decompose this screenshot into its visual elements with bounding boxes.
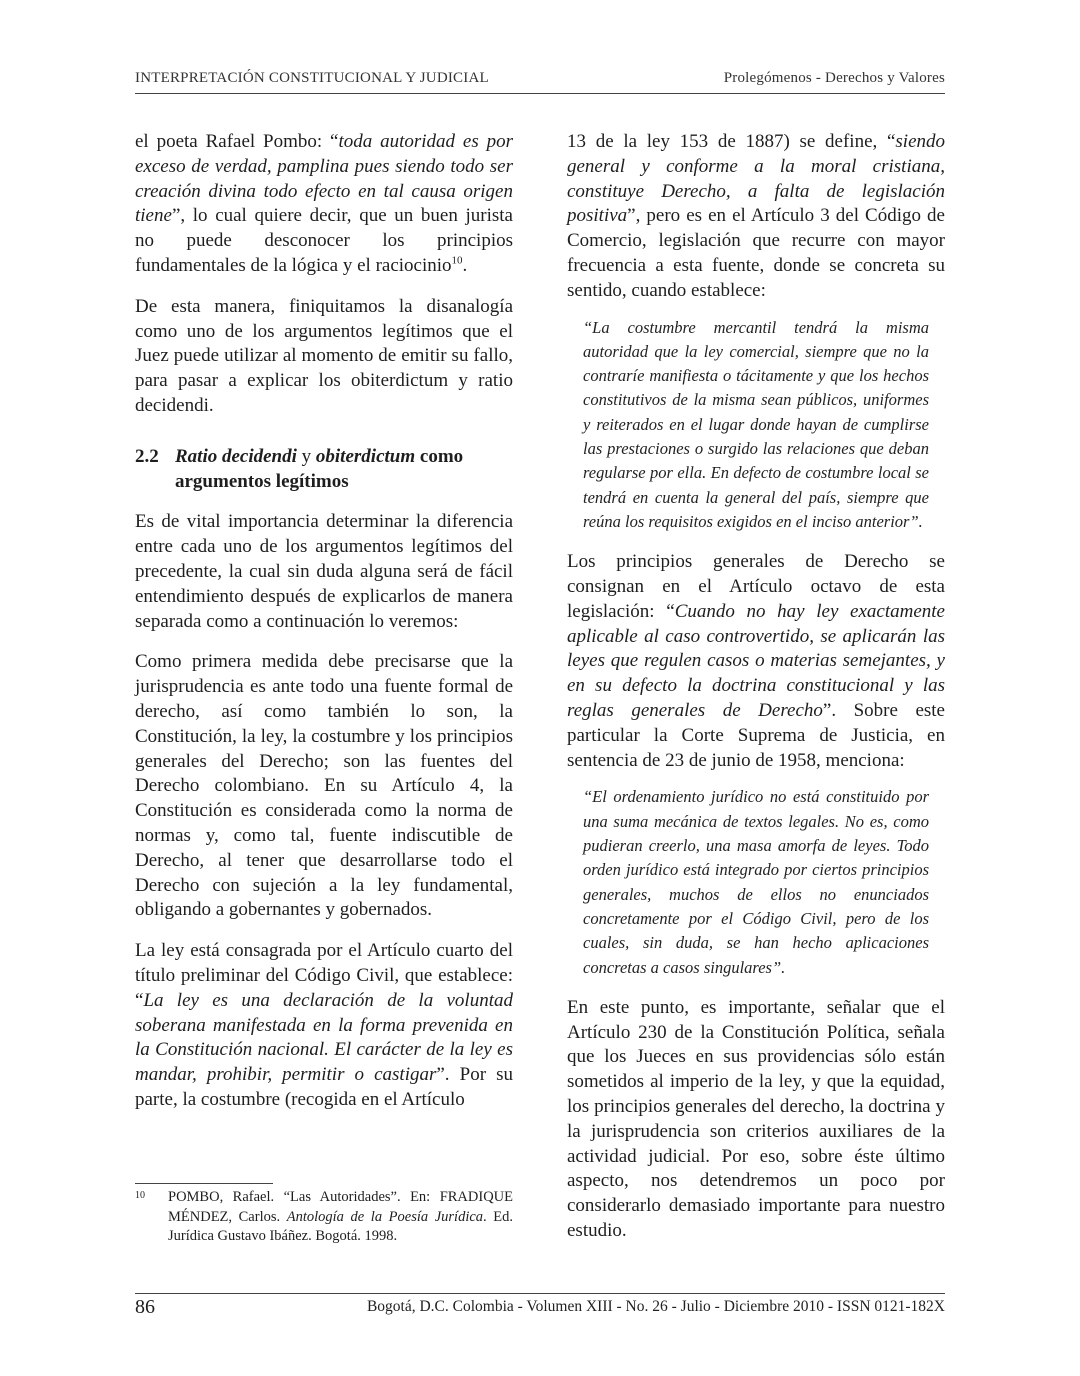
footnote-text: POMBO, Rafael. “Las Autoridades”. En: FRADIQUE MÉNDEZ, Carlos. Antología de la Poesía Jurídica. Ed. Jurídica Gustavo Ibáñez. Bogotá. 1998.	[168, 1189, 514, 1244]
left-column	[135, 130, 513, 1129]
paragraph-costumbre: 13 de la ley 153 de 1887) se define, “siendo general y conforme a la moral cristiana, constituye Derecho, a falta de legislación positiva”, pero es en el Artículo 3 del Código de Comercio, legislación que recurre con mayor frecuencia a esta fuente, donde se concreta su sentido, cuando establece:	[567, 131, 945, 301]
inline-quote: toda autoridad es por exceso de verdad, pamplina pues siendo todo ser creación divina todo efecto en tal causa origen tiene	[135, 131, 513, 227]
running-header-section: Prolegómenos - Derechos y Valores	[723, 70, 945, 86]
inline-quote: Cuando no hay ley exactamente aplicable al caso controvertido, se aplicarán las leyes que regulen casos o materias semejantes, y en su defecto la doctrina constitucional y las reglas generales de Derecho	[567, 600, 945, 722]
section-number: 2.2	[135, 445, 159, 467]
section-heading: 2.2 Ratio decidendi y obiterdictum como argumentos legítimos	[135, 445, 464, 492]
page-number: 86	[135, 1296, 155, 1318]
footnote-number: 10	[135, 1190, 145, 1201]
right-column	[567, 130, 945, 1260]
block-quote-corte-suprema: “El ordenamiento jurídico no está constituido por una suma mecánica de textos legales. No es, como pudieran creerlo, una masa amorfa de leyes. Todo orden jurídico está integrado por ciertos principios generales, muchos de ellos no enunciados concretamente por el Código Civil, pero de los cuales, sin duda, se han hecho aplicaciones concretas a casos singulares”.	[583, 787, 929, 977]
block-quote-codigo-comercio: “La costumbre mercantil tendrá la misma autoridad que la ley comercial, siempre que no la contraríe manifiesta o tácitamente y que los hechos constitutivos de la misma sean públicos, uniformes y reiterados en el lugar donde hayan de cumplirse las prestaciones o surgido las relaciones que deban regularse por ella. En defecto de costumbre local se tendrá en cuenta la general del país, siempre que reúna los requisitos exigidos en el inciso anterior”.	[583, 317, 929, 531]
paragraph-ley: La ley está consagrada por el Artículo cuarto del título preliminar del Código Civil, que establece: “La ley es una declaración de la voluntad soberana manifestada en la forma prevenida en la Constitución nacional. El carácter de la ley es mandar, prohibir, permitir o castigar”. Por su parte, la costumbre (recogida en el Artículo	[135, 940, 513, 1110]
paragraph-fuentes: Como primera medida debe precisarse que la jurisprudencia es ante todo una fuente formal de derecho, así como también lo son, la Constitución, la ley, la costumbre y los principios generales del Derecho; son las fuentes del Derecho colombiano. En su Artículo 4, la Constitución es considerada como la norma de normas y, como tal, fuente indiscutible de Derecho, al tener que desarrollarse todo el Derecho con sujeción a la ley fundamental, obligando a gobernantes y gobernados.	[135, 651, 513, 921]
header-rule	[135, 93, 945, 94]
inline-quote: siendo general y conforme a la moral cristiana, constituye Derecho, a falta de legislación positiva	[567, 131, 945, 227]
footnote-rule	[135, 1183, 273, 1184]
running-header-title: INTERPRETACIÓN CONSTITUCIONAL Y JUDICIAL	[135, 70, 489, 86]
paragraph-articulo-230: En este punto, es importante, señalar que el Artículo 230 de la Constitución Política, señala que los Jueces en sus providencias sólo están sometidos al imperio de la ley, y que la equidad, los principios generales del derecho, la doctrina y la jurisprudencia son criterios auxiliares de la actividad judicial. Por eso, sobre éste último aspecto, nos detendremos un poco por considerarlo demasiado importante para nuestro estudio.	[567, 996, 945, 1241]
paragraph-pombo-quote: el poeta Rafael Pombo: “toda autoridad es por exceso de verdad, pamplina pues siendo todo ser creación divina todo efecto en tal causa origen tiene”, lo cual quiere decir, que un buen jurista no puede desconocer los principios fundamentales de la lógica y el raciocinio$^{10}$.	[135, 131, 513, 276]
inline-quote: La ley es una declaración de la voluntad soberana manifestada en la forma prevenida en la Constitución nacional. El carácter de la ley es mandar, prohibir, permitir o castigar	[135, 989, 513, 1086]
paragraph-importancia: Es de vital importancia determinar la diferencia entre cada uno de los argumentos legítimos del precedente, la cual sin duda alguna será de fácil entendimiento después de explicarlos de manera separada como a continuación lo veremos:	[135, 511, 513, 632]
paragraph-principios: Los principios generales de Derecho se consignan en el Artículo octavo de esta legislación: “Cuando no hay ley exactamente aplicable al caso controvertido, se aplicarán las leyes que regulen casos o materias semejantes, y en su defecto la doctrina constitucional y las reglas generales de Derecho”. Sobre este particular la Corte Suprema de Justicia, en sentencia de 23 de junio de 1958, menciona:	[567, 551, 945, 771]
footnote-reference[interactable]: 10	[451, 254, 463, 267]
footnote	[135, 1188, 513, 1247]
paragraph-disanalogia: De esta manera, finiquitamos la disanalogía como uno de los argumentos legítimos que el Juez puede utilizar al momento de emitir su fallo, para pasar a explicar los obiterdictum y ratio decidendi.	[135, 295, 513, 416]
footer-rule	[135, 1293, 945, 1294]
journal-footer: Bogotá, D.C. Colombia - Volumen XIII - No. 26 - Julio - Diciembre 2010 - ISSN 0121-182X	[366, 1298, 945, 1315]
